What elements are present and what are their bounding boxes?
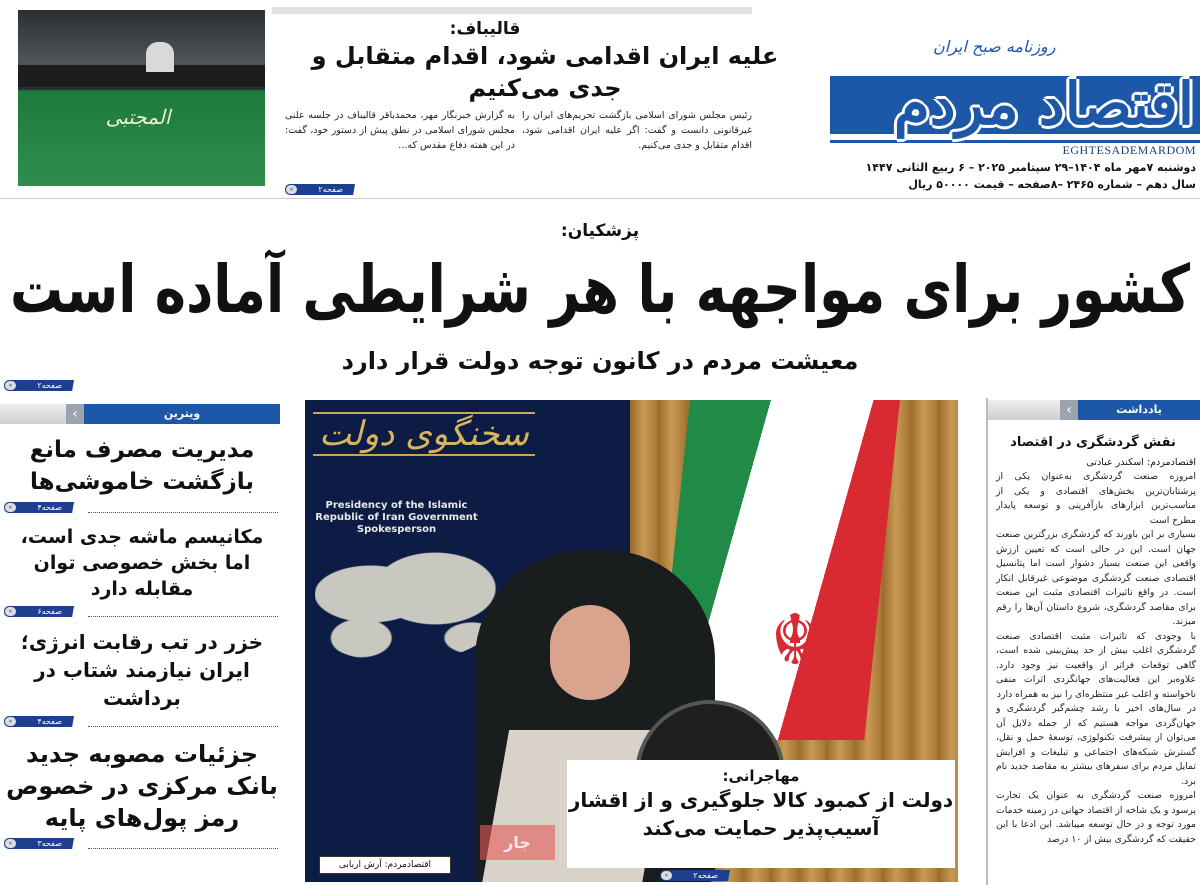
main-subhead: معیشت مردم در کانون توجه دولت قرار دارد: [341, 347, 859, 375]
flag-emblem-icon: ☬: [770, 599, 820, 681]
showcase-headline[interactable]: مدیریت مصرف مانع بازگشت خاموشی‌ها: [29, 437, 255, 495]
page-tag[interactable]: » صفحه۳: [4, 838, 84, 849]
page-tag-row: [0, 838, 280, 850]
top-story-headline[interactable]: علیه ایران اقدامی شود، اقدام متقابل و جدی می‌کنیم: [311, 42, 779, 102]
showcase-headline[interactable]: خزر در تب رقابت انرژی؛ ایران نیازمند شتاب در برداشت: [20, 630, 264, 710]
paragraph: در سال‌های اخیر با رشد چشم‌گیر گردشگری و جهان‌گردی مواجه هستیم که از جمله دلایل آن می‌توان از پیشرفت تکنولوژی، توسعهٔ حمل و نقل، گسترش شبکه‌های اجتماعی و تبلیغات و افزایش تمایل مردم برای سفرهای بیشتر به مقاصد جدید نام برد.: [996, 703, 1196, 787]
world-map: [315, 550, 500, 660]
showcase-headline[interactable]: مکانیسم ماشه جدی است، اما بخش خصوصی توان مقابله دارد: [20, 526, 264, 600]
latin-name: EGHTESADEMARDOM: [1062, 143, 1196, 157]
top-rule: [272, 7, 752, 14]
newspaper-logo: اقتصاد مردم: [893, 70, 1194, 138]
showcase-column: [0, 400, 285, 885]
page-tag-row: [0, 502, 280, 514]
arrow-icon: »: [286, 185, 297, 194]
section-header: [0, 404, 280, 424]
main-kicker: پزشکیان:: [560, 221, 640, 241]
masthead: [828, 0, 1200, 195]
photo-person: [146, 42, 174, 72]
page-tag[interactable]: » صفحه۴: [4, 716, 84, 727]
arrow-icon: »: [661, 871, 672, 880]
issue-line: سال دهم – شماره ۲۴۶۵ –۸صفحه – قیمت ۵۰۰۰۰ ریال: [908, 178, 1196, 191]
section-header: [988, 400, 1200, 420]
chevron-left-icon: ‹: [1060, 400, 1078, 420]
divider: [88, 726, 278, 727]
editorial-column: [986, 398, 1200, 885]
photo-speaker-face: [550, 605, 630, 700]
page-tag[interactable]: » صفحه۴: [4, 502, 84, 513]
arrow-icon: »: [5, 503, 16, 512]
arrow-icon: »: [5, 717, 16, 726]
photo-desk: [18, 65, 265, 87]
top-story-photo: [18, 10, 265, 186]
fit-wrapper: کشور برای مواجهه با هر شرایطی آماده است: [9, 251, 1190, 328]
main-headline[interactable]: [10, 248, 1190, 332]
paragraph: با وجودی که تاثیرات مثبت اقتصادی صنعت گردشگری اغلب بیش از حد پیش‌بینی شده است، گاهی توقعات فراتر از واقعیت نیز وجود دارد. علاوه‌بر این فعالیت‌های جهانگردی اثرات منفی ناخواسته و اغلب غیر منتظره‌ای را نیز به همراه دارد: [996, 630, 1196, 700]
page-tag-row: [0, 716, 280, 728]
showcase-headline[interactable]: جزئیات مصوبه جدید بانک مرکزی در خصوص رمز پول‌های پایه: [6, 740, 278, 832]
photo-headline: دولت از کمبود کالا جلوگیری و از اقشار آسیب‌پذیر حمایت می‌کند: [568, 788, 954, 840]
page-tag-row: [0, 606, 280, 618]
tagline: روزنامه صبح ایران: [933, 37, 1056, 56]
divider: [88, 848, 278, 849]
photo-headline-box[interactable]: [567, 760, 955, 868]
page-tag[interactable]: » صفحه۲: [660, 870, 740, 881]
backdrop-title: سخنگوی دولت: [313, 412, 535, 456]
page-tag[interactable]: » صفحه۶: [4, 606, 84, 617]
paragraph: امروزه صنعت گردشگری به‌عنوان یکی از پرشتابان‌ترین بخش‌های اقتصادی و یکی از مناسب‌ترین ابزارهای بازآفرینی و توسعه پایدار مطرح است: [996, 471, 1196, 526]
chevron-left-icon: ‹: [66, 404, 84, 424]
photo-kicker: مهاجرانی:: [722, 767, 800, 785]
paragraph: بسیاری بر این باورند که گردشگری بزرگترین صنعت جهان است. این در حالی است که تعیین ارزش واقعی این صنعت بسیار دشوار است اما پتانسیل اقتصادی صنعت گردشگری موضوعی غیرقابل انکار است. در واقع تاثیرات اقتصادی مثبت این صنعت برای مقاصد گردشگری، شروع داستان آن‌ها را رقم میزند.: [996, 529, 1196, 627]
date-line: دوشنبه ۷مهر ماه ۱۴۰۴–۲۹ سپتامبر ۲۰۲۵ – ۶ ربیع الثانی ۱۴۴۷: [865, 161, 1196, 174]
page-tag[interactable]: » صفحه۲: [285, 184, 365, 195]
paragraph: امروزه صنعت گردشگری به عنوان یک تجارت پرسود و یک شاخه از اقتصاد جهانی در زمینه خدمات مورد توجه و در حال توسعه میباشد. این ادعا با این حقیقت که گردشگری بیش از ۱۰ درصد: [996, 790, 1196, 845]
section-title: یادداشت: [1078, 400, 1200, 420]
top-story-kicker: قالیباف:: [449, 19, 521, 39]
arrow-icon: »: [5, 381, 16, 390]
top-story-column-2: به گزارش خبرنگار مهر، محمدباقر قالیباف در جلسه علنی مجلس شورای اسلامی در نطق پیش از دستور خود، گفت: در این هفته دفاع مقدس که...: [285, 110, 515, 151]
main-photo: [305, 400, 958, 882]
editorial-title[interactable]: نقش گردشگری در اقتصاد: [1010, 435, 1176, 450]
photo-banner-text: المجتبی: [105, 105, 171, 129]
editorial-body: [996, 470, 1196, 847]
top-story-column-1: رئیس مجلس شورای اسلامی بازگشت تحریم‌های ایران را غیرقانونی دانست و گفت: اگر علیه ایران اقدامی شود، اقدام متقابل و جدی می‌کنیم.: [522, 110, 752, 151]
divider: [88, 616, 278, 617]
masthead-dates: [832, 159, 1196, 193]
arrow-icon: »: [5, 839, 16, 848]
arrow-icon: »: [5, 607, 16, 616]
page-tag[interactable]: » صفحه۲: [4, 380, 84, 391]
photo-caption: اقتصادمردم: آرش اربابی: [319, 856, 451, 874]
divider: [88, 512, 278, 513]
section-title: ویترین: [84, 404, 280, 424]
watermark: جار: [480, 825, 555, 860]
editorial-author: اقتصادمردم: اسکندر عبادتی: [1086, 457, 1196, 468]
divider: [0, 198, 1200, 199]
backdrop-english: Presidency of the Islamic Republic of Iran Government Spokesperson: [315, 500, 478, 535]
